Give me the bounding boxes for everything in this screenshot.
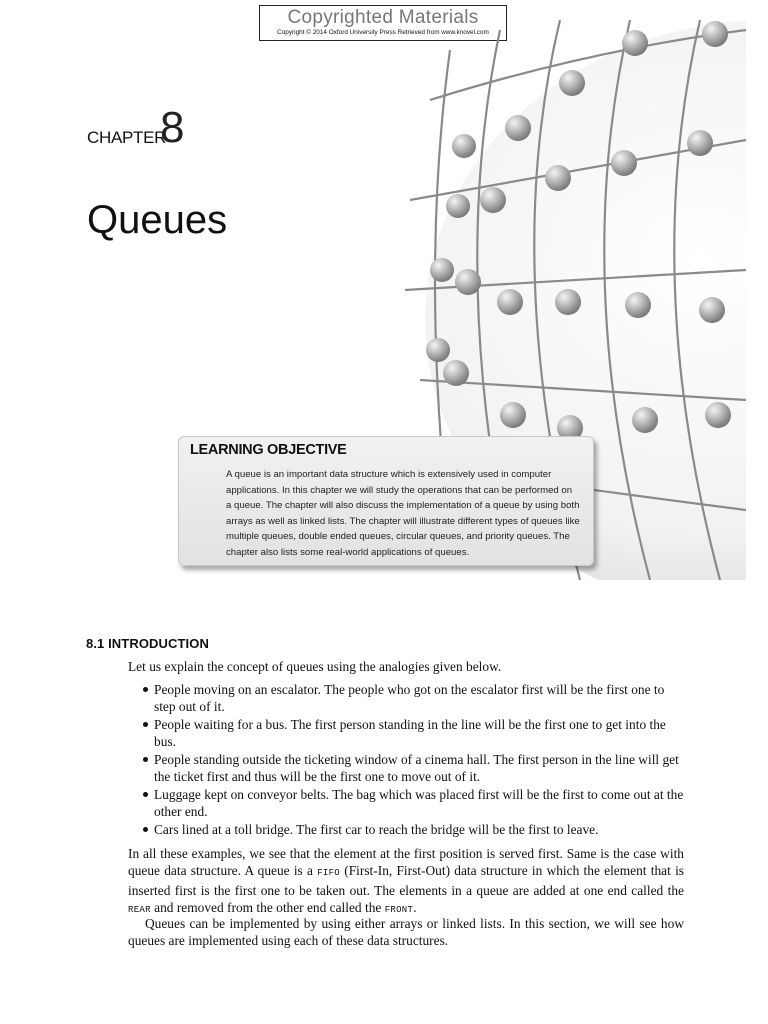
list-item-text: People moving on an escalator. The people who got on the escalator first will be the first one to step out of it. [154,682,665,714]
list-item [128,821,688,838]
copyright-title: Copyrighted Materials [287,7,479,28]
chapter-number: 8 [160,103,184,152]
section-heading: 8.1 INTRODUCTION [86,636,209,651]
analogy-list [128,681,688,839]
intro-paragraph: Let us explain the concept of queues using the analogies given below. [128,659,502,674]
copyright-subtitle: Copyright © 2014 Oxford University Press Retrieved from www.knovel.com [277,29,489,36]
bullet-icon [143,687,148,692]
learning-objective-heading: LEARNING OBJECTIVE [190,442,347,458]
learning-objective-line: multiple queues, double ended queues, circular queues, and priority queues. The [226,531,570,543]
list-item [128,786,688,820]
chapter-title: Queues [87,198,228,242]
chapter-label: CHAPTER [87,128,167,147]
bullet-icon [143,757,148,762]
list-item-text: Cars lined at a toll bridge. The first car to reach the bridge will be the first to leave. [154,822,599,837]
fifo-paragraph-text: . [413,900,417,915]
list-item-text: People standing outside the ticketing window of a cinema hall. The first person in the line will get the ticket first and thus will be the first one to move out of it. [154,752,679,784]
list-item-text: Luggage kept on conveyor belts. The bag which was placed first will be the first to come out at the other end. [154,787,684,819]
bullet-icon [143,722,148,727]
implementation-paragraph: Queues can be implemented by using either arrays or linked lists. In this section, we will see how queues are implemented using each of these data structures. [128,916,684,948]
learning-objective-line: applications. In this chapter we will study the operations that can be performed on [226,484,573,496]
learning-objective-box [178,436,594,566]
list-item [128,681,688,715]
fifo-paragraph-text: and removed from the other end called the [150,900,385,915]
list-item-text: People waiting for a bus. The first person standing in the line will be the first one to get into the bus. [154,717,666,749]
learning-objective-line: arrays as well as linked lists. The chapter will illustrate different types of queues like [226,515,580,527]
bullet-icon [143,792,148,797]
fifo-paragraph [128,845,684,919]
learning-objective-line: A queue is an important data structure which is extensively used in computer [226,469,552,480]
list-item [128,716,688,750]
rear-term: REAR [128,905,151,915]
learning-objective-text [226,467,586,561]
learning-objective-line: chapter also lists some real-world applications of queues. [226,546,470,558]
list-item [128,751,688,785]
front-term: FRONT [384,905,414,915]
bullet-icon [143,827,148,832]
learning-objective-line: a queue. The chapter will also discuss the implementation of a queue by using both [226,500,580,512]
fifo-term: FIFO [317,868,341,878]
fifo-paragraph-text: (First-In, First-Out) data structure in which the element that is inserted first is the first one to be taken out. The elements in a queue are added at one end called the [128,863,685,898]
fifo-paragraph-text: In all these examples, we see that the element at the first position is served first. Same is the case with queue data structure. A queue is a [128,846,684,878]
